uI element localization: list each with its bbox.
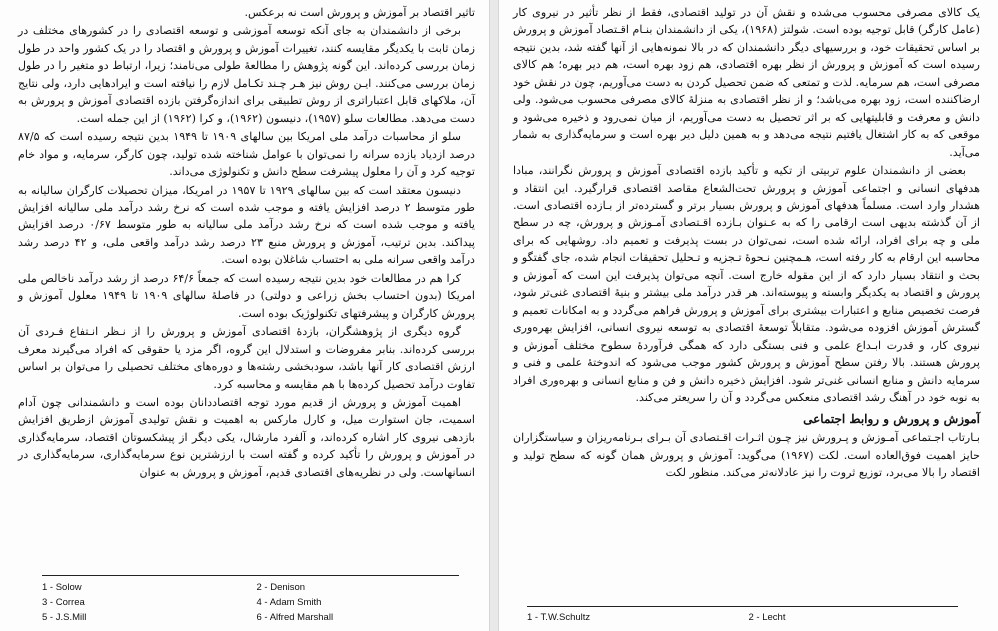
right-page-body: [513, 4, 980, 406]
paragraph: گروه دیگری از پژوهشگران، بازدهٔ اقتصادی آموزش و پرورش را از نـظر انـتفاع فـردی آن بررسی کرده‌اند. بنابر مفروضات و استدلال این گروه، اگر مزد یا حقوقی که افراد می‌گیرند معرف ارزش اقتصادی کار آنها باشد، سودبخشی رشته‌ها و دوره‌های مختلف تحصیلی را می‌توان بر اساس تفاوت درآمد تحصیل کرده‌ها با هم مقایسه و محاسبه کرد.: [18, 325, 475, 391]
footnote: 4 - Adam Smith: [256, 597, 322, 608]
footnote: 6 - Alfred Marshall: [256, 612, 334, 623]
right-page: [498, 0, 998, 631]
footnote: 5 - J.S.Mill: [42, 612, 87, 623]
footnote: 1 - Solow: [42, 582, 82, 593]
paragraph: بعضی از دانشمندان علوم تربیتی از تکیه و تأکید بازده اقتصادی آموزش و پرورش نگرانند، مبادا هدفهای انسانی و اجتماعی آموزش و پرورش تحت‌الشعاع مقاصد اقتصادی قرارگیرد. این انتقاد و هشدار وارد است. مسلماً هدفهای آموزش و پرورش بسیار برتر و گسترده‌تر از بـازده اقتصادی است. از آن گذشته بدیهی است ارقامی را که به عـنوان بـازده اقـتصادی آمـوزش و پرورش، چه در سطح ملی و چه برای افراد، ارائه شده است، نمی‌توان در بست پذیرفت و تعمیم داد. روشهایی که برای محاسبه این ارقام به کار رفته است، هـمچنین نـحوهٔ تـجزیه و تـحلیل تحقیقات انجام شده، جای گفتگو و بحث و انتقاد بسیار دارد که از این مقوله خارج است. آنچه می‌توان پذیرفت این است که آموزش و پرورش و اقتصاد به یکدیگر وابسته و پیوسته‌اند. هر قدر درآمد ملی بیشتر و بنیهٔ اقتصادی غنی‌تر شود، فرصت تخصیص منابع و اعتبارات بیشتری برای آموزش و پرورش فراهم می‌گردد و به امکانات تعمیم و گسترش آموزش افزوده می‌شود. متقابلاً توسعهٔ اقتصادی به توسعه نیروی انسانی، افزایش بهره‌وری نیروی کار، و قدرت ابـداع علمی و فنی بستگی دارد که همگی فرآوردهٔ سطوح مختلف آموزش و پرورش هستند. بالا رفتن سطح آموزش و پرورش کشور موجب می‌شود که اندوختهٔ علمی و فنی و سرمایه دانش و منابع انسانی غنی‌تر شود. افزایش ذخیره دانش و فن و منابع انسانی و بهره‌وری افراد به نوبه خود در آهنگ رشد اقتصادی منعکس می‌گردد و آن را سریعتر می‌کند.: [513, 164, 980, 404]
paragraph: تاثیر اقتصاد بر آموزش و پرورش است نه برعکس.: [244, 6, 475, 19]
footnote: 2 - Lecht: [748, 612, 786, 623]
paragraph: بـارتاب اجـتماعی آمـوزش و پـرورش نیز چـون اثـرات اقـتصادی آن بـرای بـرنامه‌ریزان و سیاستگزاران حایز اهمیت فوق‌العاده است. لکت (۱۹۶۷) می‌گوید: آموزش و پرورش همان گونه که سطح تولید و اقتصاد را بالا می‌برد، توزیع ثروت را نیز عادلانه‌تر می‌کند. منظور لکت: [513, 431, 980, 480]
right-page-section-body: [513, 429, 980, 481]
footnote: 2 - Denison: [256, 582, 306, 593]
section-heading: آموزش و پرورش و روابط اجتماعی: [803, 412, 980, 427]
paragraph: سلو از محاسبات درآمد ملی امریکا بین سالهای ۱۹۰۹ تا ۱۹۴۹ بدین نتیجه رسیده است که ۸۷/۵ درصد ازدیاد بازده سرانه را نمی‌توان با عوامل شناخته شده تولید، چون کارگر، سرمایه، و مواد خام توجیه کرد و آن را معلول پیشرفت سطح دانش و تکنولوژی می‌داند.: [18, 130, 475, 179]
paragraph: برخی از دانشمندان به جای آنکه توسعه آموزشی و توسعه اقتصادی را در کشورهای مختلف در زمان ثابت با یکدیگر مقایسه کنند، تغییرات آموزش و پرورش و اقتصاد را در یک کشور واحد در طول زمان بررسی کرده‌اند. این گونه پژوهش را مطالعهٔ طولی می‌نامند؛ زیرا، ارتباط دو متغیر را در طول زمان بررسی می‌کنند. ایـن روش نیز هـر چـند تکـامل لازم را نیافته است و ایرادهایی دارد، ولی نتایج آن، ملاکهای قابل اعتباراتری از روش تطبیقی برای اندازه‌گرفتن بازده اقتصادی آموزش و پرورش به دست می‌دهد. مطالعات سلو (۱۹۵۷)، دنیسون (۱۹۶۲)، و کرا (۱۹۶۲) از این جمله است.: [18, 24, 475, 125]
left-page-body: [18, 4, 475, 481]
footnote: 3 - Correa: [42, 597, 85, 608]
footnote: 1 - T.W.Schultz: [527, 612, 591, 623]
book-gutter: [490, 0, 498, 631]
paragraph: اهمیت آموزش و پرورش از قدیم مورد توجه اقتصاددانان بوده است و دانشمندانی چون آدام اسمیت، جان استوارت میل، و کارل مارکس به اهمیت و نقش تولیدی آموزش ازطریق افزایش بازدهی نیروی کار اشاره کرده‌اند، و آلفرد مارشال، یکی دیگر از پیشکسوتان اقتصاد، سرمایه‌گذاری در آموزش و پرورش را تأکید کرده و گفته است با ارزشترین نوع سرمایه‌گذاری، سرمایه‌گذاری در انسانهاست. ولی در نظریه‌های اقتصادی قدیم، آموزش و پرورش به عنوان: [18, 395, 475, 479]
paragraph: یک کالای مصرفی محسوب می‌شده و نقش آن در تولید اقتصادی، فقط از نظر تأثیر در نیروی کار (عامل کارگر) قابل توجیه بوده است. شولتز (۱۹۶۸)، یکی از دانشمندان بنـام اقـتصاد آموزش و پرورش بر اساس تحقیقات خود، و بررسیهای دیگر دانشمندان که در بالا نمونه‌هایی از آنها گفته شد، بدین نتیجه رسیده است که آموزش و پرورش از نظر بهره اقتصادی، هم زود بهره است، هم دیر بهره؛ هم کالای مصرفی است، هم سرمایه. لذت و تمتعی که ضمن تحصیل کردن به دست می‌آوریم، چون در نقش خود ارضاکننده است، زود بهره می‌باشد؛ و از نظر اقتصادی به منزلهٔ کالای مصرفی محسوب می‌شود. ولی دانش و معرفت و قابلیتهایی که بر اثر تحصیل به دست می‌آوریم، از میان نمی‌رود و ذخیره می‌شود و موقعی که به کار اشتغال یافتیم نتیجه می‌دهد و به همین دلیل دیر بهره است و سرمایه‌گذاری به شمار می‌آید.: [513, 6, 980, 159]
paragraph: کرا هم در مطالعات خود بدین نتیجه رسیده است که جمعاً ۶۴/۶ درصد از رشد درآمد ناخالص ملی امریکا (بدون احتساب بخش زراعی و دولتی) در فاصلهٔ سالهای ۱۹۰۹ تا ۱۹۴۹ معلول آموزش و پرورش کارگران و پیشرفتهای تکنولوژیک بوده است.: [18, 271, 475, 320]
left-page-footnotes: [42, 575, 459, 625]
right-page-footnotes: [527, 606, 958, 625]
left-page: [0, 0, 490, 631]
paragraph: دنیسون معتقد است که بین سالهای ۱۹۲۹ تا ۱۹۵۷ در امریکا، میزان تحصیلات کارگران سالیانه به طور متوسط ۲ درصد افزایش یافته و موجب شده است که نرخ رشد درآمد ملی سالیانه افزایش یافته و موجب شده است که نرخ رشد درآمد ملی سالیانه به طور متوسط ۰/۶۷ درصد افزایش پیداکند. بدین ترتیب، آموزش و پرورش منبع ۲۳ درصد رشد درآمد واقعی ملی، و ۴۲ درصد رشد درآمد واقعی سرانه ملی به احتساب شاغلان بوده است.: [18, 183, 475, 267]
